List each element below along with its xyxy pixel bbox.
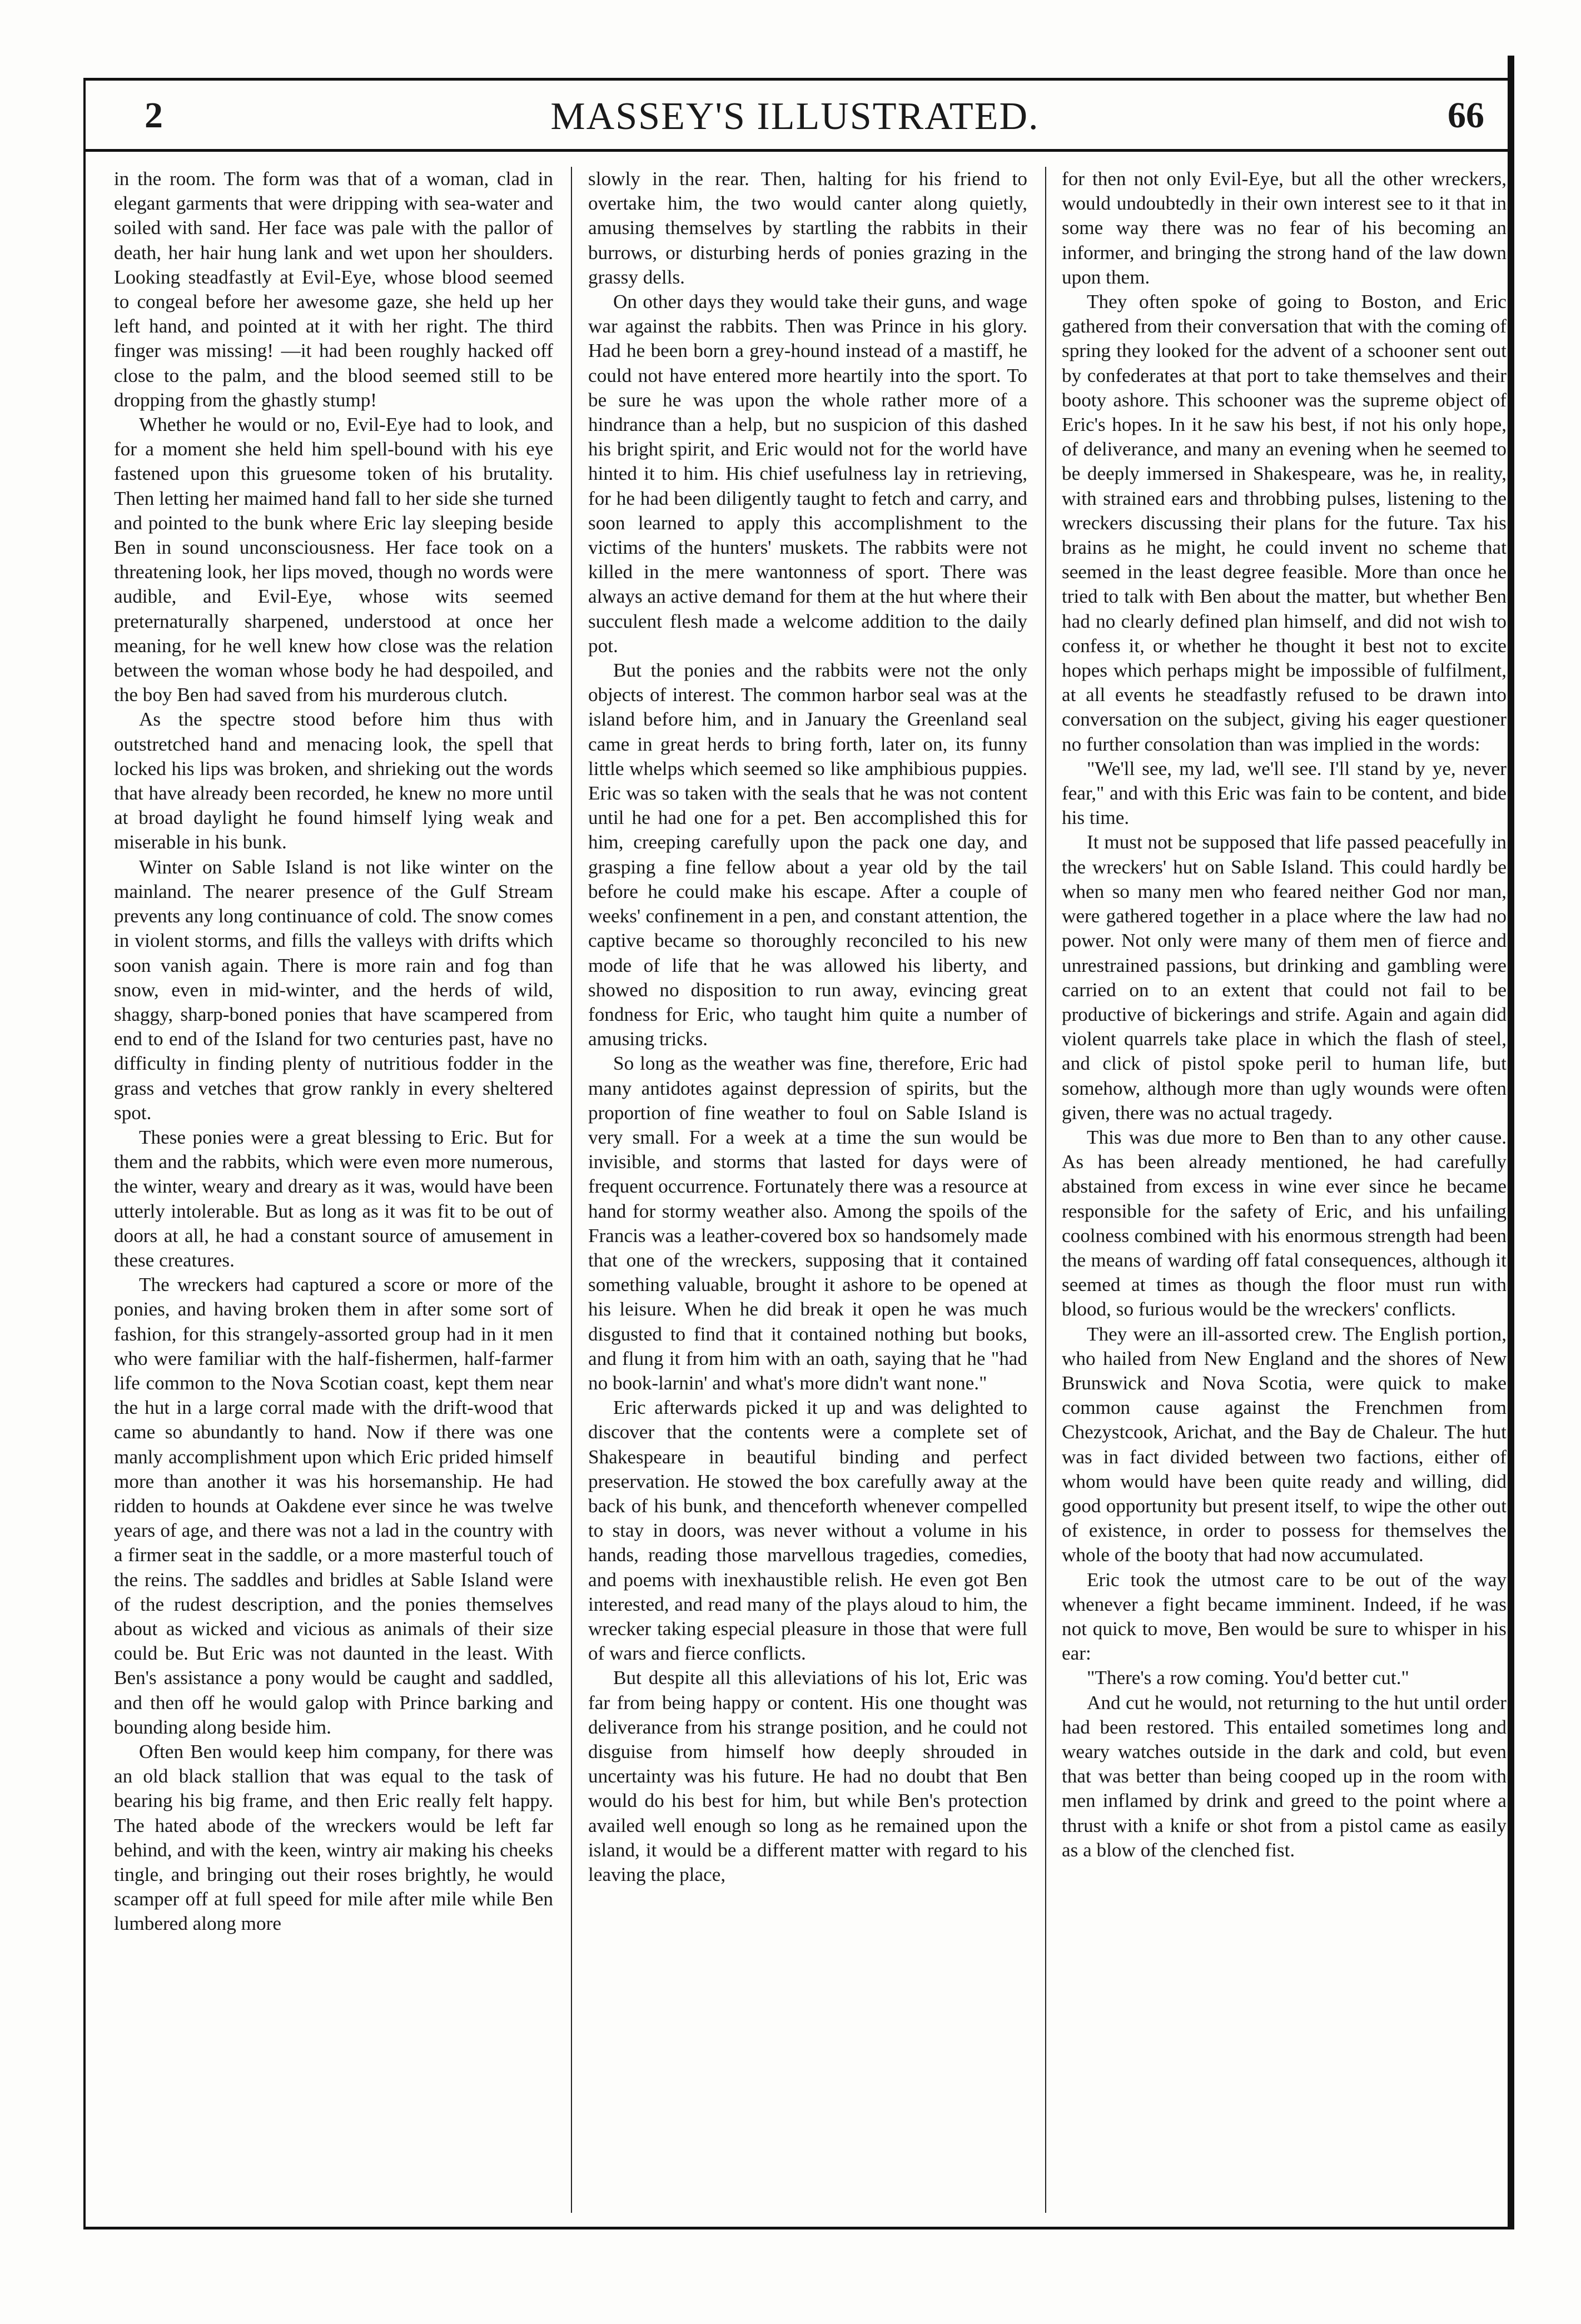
column-divider-1 [571, 167, 572, 2213]
paragraph: for then not only Evil-Eye, but all the other wreckers, would undoubtedly in their own interest see to it that in some way there was no fear of his becoming an informer, and bringing the strong hand of the law down upon them. [1062, 168, 1507, 288]
page-number-left: 2 [145, 95, 163, 136]
paragraph: So long as the weather was fine, therefore, Eric had many antidotes against depression of spirits, but the proportion of fine weather to foul on Sable Island is very small. For a week at a time the sun would be invisible, and storms that lasted for days were of frequent occurrence. Fortunately there was a resource at hand for stormy weather also. Among the spoils of the Francis was a leather-covered box so handsomely made that one of the wreckers, supposing that it contained something valuable, brought it ashore to be opened at his leisure. When he did break it open he was much disgusted to find that it contained nothing but books, and flung it from him with an oath, saying that he "had no book-larnin' and what's more didn't want none." [588, 1052, 1027, 1394]
column-divider-2 [1045, 167, 1046, 2213]
page-title: MASSEY'S ILLUSTRATED. [550, 95, 1040, 138]
paragraph: But the ponies and the rabbits were not the only objects of interest. The common harbor seal was at the island before him, and in January the Greenland seal came in great herds to bring forth, later on, its funny little whelps which seemed so like amphibious puppies. Eric was so taken with the seals that he was not content until he had one for a pet. Ben accomplished this for him, creeping carefully upon the pack one day, and grasping a fine fellow about a year old by the tail before he could make his escape. After a couple of weeks' confinement in a pen, and constant attention, the captive became so thoroughly reconciled to his new mode of life that he was allowed his liberty, and showed no disposition to run away, evincing great fondness for Eric, who taught him quite a number of amusing tricks. [588, 659, 1027, 1050]
paragraph: This was due more to Ben than to any other cause. As has been already mentioned, he had carefully abstained from excess in wine ever since he became responsible for the safety of Eric, and his unfailing coolness combined with his enormous strength had been the means of warding off fatal consequences, although it seemed at times as though the floor must run with blood, so furious would be the wreckers' conflicts. [1062, 1126, 1507, 1320]
paragraph: These ponies were a great blessing to Eric. But for them and the rabbits, which were even more numerous, the winter, weary and dreary as it was, would have been utterly intolerable. But as long as it was fit to be out of doors at all, he had a constant source of amusement in these creatures. [114, 1126, 553, 1271]
text-column-1 [114, 167, 553, 2213]
paragraph: Often Ben would keep him company, for there was an old black stallion that was equal to the task of bearing his big frame, and then Eric really felt happy. The hated abode of the wreckers would be left far behind, and with the keen, wintry air making his cheeks tingle, and bringing out their roses brightly, he would scamper off at full speed for mile after mile while Ben lumbered along more [114, 1741, 553, 1935]
paragraph: The wreckers had captured a score or more of the ponies, and having broken them in after some sort of fashion, for this strangely-assorted group had in it men who were familiar with the half-fishermen, half-farmer life common to the Nova Scotian coast, kept them near the hut in a large corral made with the drift-wood that came so abundantly to hand. Now if there was one manly accomplishment upon which Eric prided himself more than another it was his horsemanship. He had ridden to hounds at Oakdene ever since he was twelve years of age, and there was not a lad in the country with a firmer seat in the saddle, or a more masterful touch of the reins. The saddles and bridles at Sable Island were of the rudest description, and the ponies themselves about as wicked and vicious as animals of their size could be. But Eric was not daunted in the least. With Ben's assistance a pony would be caught and saddled, and then off he would galop with Prince barking and bounding along beside him. [114, 1274, 553, 1738]
paragraph: Eric took the utmost care to be out of the way whenever a fight became imminent. Indeed, if he was not quick to move, Ben would be sure to whisper in his ear: [1062, 1568, 1507, 1665]
paragraph: On other days they would take their guns, and wage war against the rabbits. Then was Prince in his glory. Had he been born a grey-hound instead of a mastiff, he could not have entered more heartily into the sport. To be sure he was upon the whole rather more of a hindrance than a help, but no suspicion of this dashed his bright spirit, and Eric would not for the world have hinted it to him. His chief usefulness lay in retrieving, for he had been diligently taught to fetch and carry, and soon learned to apply this accomplishment to the victims of the hunters' muskets. The rabbits were not killed in the mere wantonness of sport. There was always an active demand for them at the hut where their succulent flesh made a welcome addition to the daily pot. [588, 291, 1027, 657]
right-border [1508, 56, 1514, 2229]
text-column-3 [1062, 167, 1507, 2213]
paragraph: They often spoke of going to Boston, and Eric gathered from their conversation that with the coming of spring they looked for the advent of a schooner sent out by confederates at that port to take themselves and their booty ashore. This schooner was the supreme object of Eric's hopes. In it he saw his best, if not his only hope, of deliverance, and many an evening when he seemed to be deeply immersed in Shakespeare, was he, in reality, with strained ears and throbbing pulses, listening to the wreckers discussing their plans for the future. Tax his brains as he might, he could invent no scheme that seemed in the least degree feasible. More than once he tried to talk with Ben about the matter, but whether Ben had no clearly defined plan himself, and did not wish to confess it, or whether he thought it best not to excite hopes which perhaps might be impossible of fulfilment, at all events he steadfastly refused to be drawn into conversation on the subject, giving his eager questioner no further consolation than was implied in the words: [1062, 291, 1507, 755]
paragraph: As the spectre stood before him thus with outstretched hand and menacing look, the spell that locked his lips was broken, and shrieking out the words that have already been recorded, he knew no more until at broad daylight he found himself lying weak and miserable in his bunk. [114, 708, 553, 853]
paragraph: Eric afterwards picked it up and was delighted to discover that the contents were a complete set of Shakespeare in beautiful binding and perfect preservation. He stowed the box carefully away at the back of his bunk, and thenceforth whenever compelled to stay in doors, was never without a volume in his hands, reading those marvellous tragedies, comedies, and poems with inexhaustible relish. He even got Ben interested, and read many of the plays aloud to him, the wrecker taking especial pleasure in those that were full of wars and fierce conflicts. [588, 1397, 1027, 1665]
text-column-2 [588, 167, 1027, 2213]
paragraph: Whether he would or no, Evil-Eye had to look, and for a moment she held him spell-bound with his eye fastened upon this gruesome token of his brutality. Then letting her maimed hand fall to her side she turned and pointed to the bunk where Eric lay sleeping beside Ben in sound unconsciousness. Her face took on a threatening look, her lips moved, though no words were audible, and Evil-Eye, whose wits seemed preternaturally sharpened, understood at once her meaning, for he well knew how close was the relation between the woman whose body he had despoiled, and the boy Ben had saved from his murderous clutch. [114, 414, 553, 706]
bottom-rule [83, 2227, 1512, 2229]
left-border [83, 78, 86, 2229]
paragraph: "There's a row coming. You'd better cut." [1087, 1667, 1409, 1689]
page-header [83, 83, 1507, 147]
paragraph: It must not be supposed that life passed peacefully in the wreckers' hut on Sable Island. This could hardly be when so many men who feared neither God nor man, were gathered together in a place where the law had no power. Not only were many of them men of fierce and unrestrained passions, but drinking and gambling were carried on to an extent that could not fail to be productive of bickerings and strife. Again and again did violent quarrels take place in which the flash of steel, and click of pistol spoke peril to human life, but somehow, although more than ugly wounds were often given, there was no actual tragedy. [1062, 831, 1507, 1124]
header-rule [83, 149, 1512, 152]
paragraph: slowly in the rear. Then, halting for his friend to overtake him, the two would canter along quietly, amusing themselves by startling the rabbits in their burrows, or disturbing herds of ponies grazing in the grassy dells. [588, 168, 1027, 288]
paragraph: in the room. The form was that of a woman, clad in elegant garments that were dripping with sea-water and soiled with sand. Her face was pale with the pallor of death, her hair hung lank and wet upon her shoulders. Looking steadfastly at Evil-Eye, whose blood seemed to congeal before her awesome gaze, she held up her left hand, and pointed at it with her right. The third finger was missing! —it had been roughly hacked off close to the palm, and the blood seemed still to be dropping from the ghastly stump! [114, 168, 553, 411]
paragraph: "We'll see, my lad, we'll see. I'll stand by ye, never fear," and with this Eric was fain to be content, and bide his time. [1062, 757, 1507, 829]
top-rule [83, 78, 1512, 81]
paragraph: Winter on Sable Island is not like winter on the mainland. The nearer presence of the Gulf Stream prevents any long continuance of cold. The snow comes in violent storms, and fills the valleys with drifts which soon vanish again. There is more rain and fog than snow, even in mid-winter, and the herds of wild, shaggy, sharp-boned ponies that have scampered from end to end of the Island for two centuries past, have no difficulty in finding plenty of nutritious fodder in the grass and vetches that grow rankly in every sheltered spot. [114, 856, 553, 1124]
paragraph: And cut he would, not returning to the hut until order had been restored. This entailed sometimes long and weary watches outside in the dark and cold, but even that was better than being cooped up in the room with men inflamed by drink and greed to the point where a thrust with a knife or shot from a pistol came as easily as a blow of the clenched fist. [1062, 1691, 1507, 1861]
paragraph: But despite all this alleviations of his lot, Eric was far from being happy or content. His one thought was deliverance from his strange position, and he could not disguise from himself how deeply shrouded in uncertainty was his future. He had no doubt that Ben would do his best for him, but while Ben's protection availed well enough so long as he remained upon the island, it would be a different matter with regard to his leaving the place, [588, 1667, 1027, 1886]
page-number-right: 66 [1448, 95, 1484, 136]
paragraph: They were an ill-assorted crew. The English portion, who hailed from New England and the shores of New Brunswick and Nova Scotia, were quick to make common cause against the Frenchmen from Chezystcook, Arichat, and the Bay de Chaleur. The hut was in fact divided between two factions, either of whom would have been quite ready and willing, did good opportunity but present itself, to wipe the other out of existence, in order to possess for themselves the whole of the booty that had now accumulated. [1062, 1323, 1507, 1566]
